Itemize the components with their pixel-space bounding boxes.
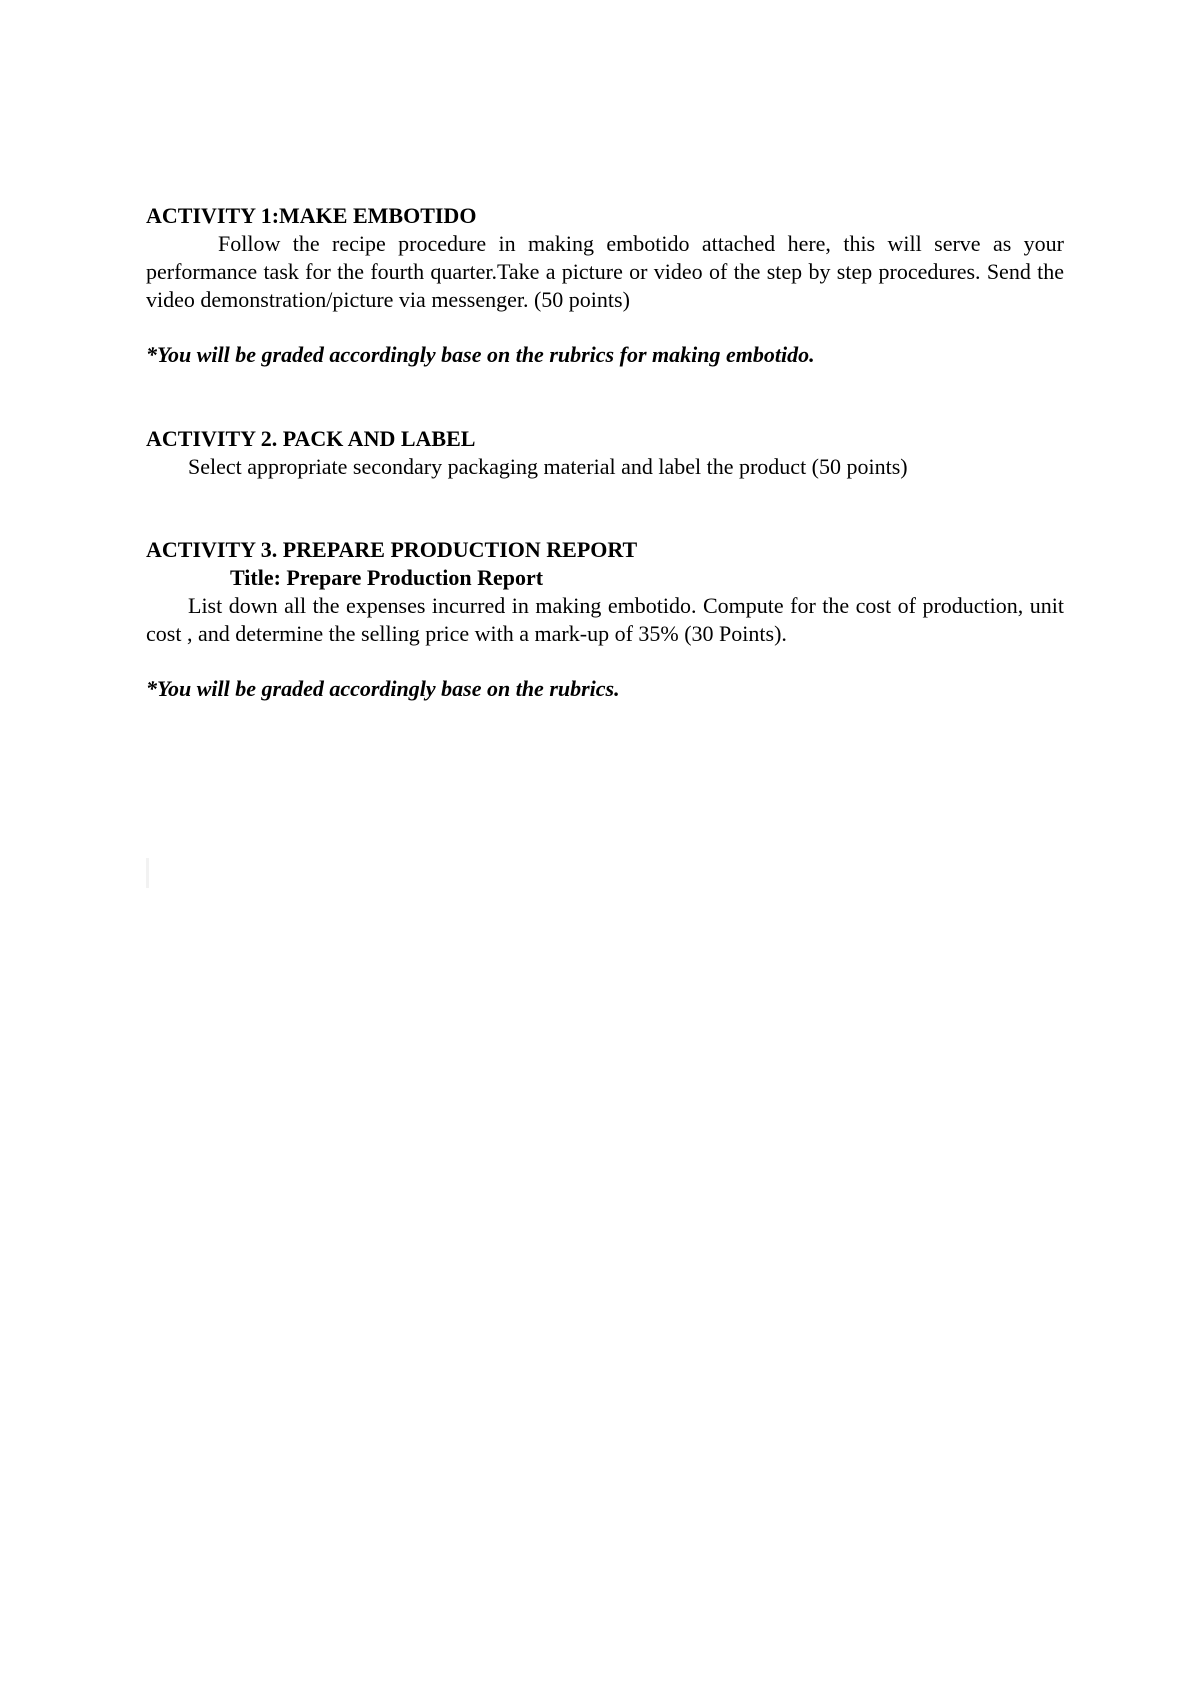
activity-3-subtitle: Title: Prepare Production Report	[230, 565, 544, 590]
spacer	[146, 314, 1064, 341]
activity-1-instructions: Follow the recipe procedure in making embotido attached here, this will serve as your performance task for the fourth quarter.Take a picture or video of the step by step procedures. Send the video demonstration/picture via messenger. (50 points)	[146, 231, 1064, 312]
activity-1-section	[146, 202, 1064, 369]
spacer	[146, 648, 1064, 675]
activity-3-section	[146, 536, 1064, 703]
activity-1-heading: ACTIVITY 1:MAKE EMBOTIDO	[146, 203, 477, 228]
activity-3-heading: ACTIVITY 3. PREPARE PRODUCTION REPORT	[146, 537, 638, 562]
spacer	[146, 481, 1064, 536]
document-content	[146, 202, 1064, 703]
activity-2-heading: ACTIVITY 2. PACK AND LABEL	[146, 426, 476, 451]
activity-3-instructions: List down all the expenses incurred in making embotido. Compute for the cost of production, unit cost , and determine the selling price with a mark-up of 35% (30 Points).	[146, 593, 1064, 646]
activity-2-instructions: Select appropriate secondary packaging material and label the product (50 points)	[188, 454, 908, 479]
activity-1-grading-note: *You will be graded accordingly base on the rubrics for making embotido.	[146, 342, 815, 367]
activity-2-section	[146, 425, 1064, 481]
spacer	[146, 369, 1064, 425]
scan-artifact-mark	[146, 858, 149, 888]
activity-3-grading-note: *You will be graded accordingly base on the rubrics.	[146, 676, 620, 701]
